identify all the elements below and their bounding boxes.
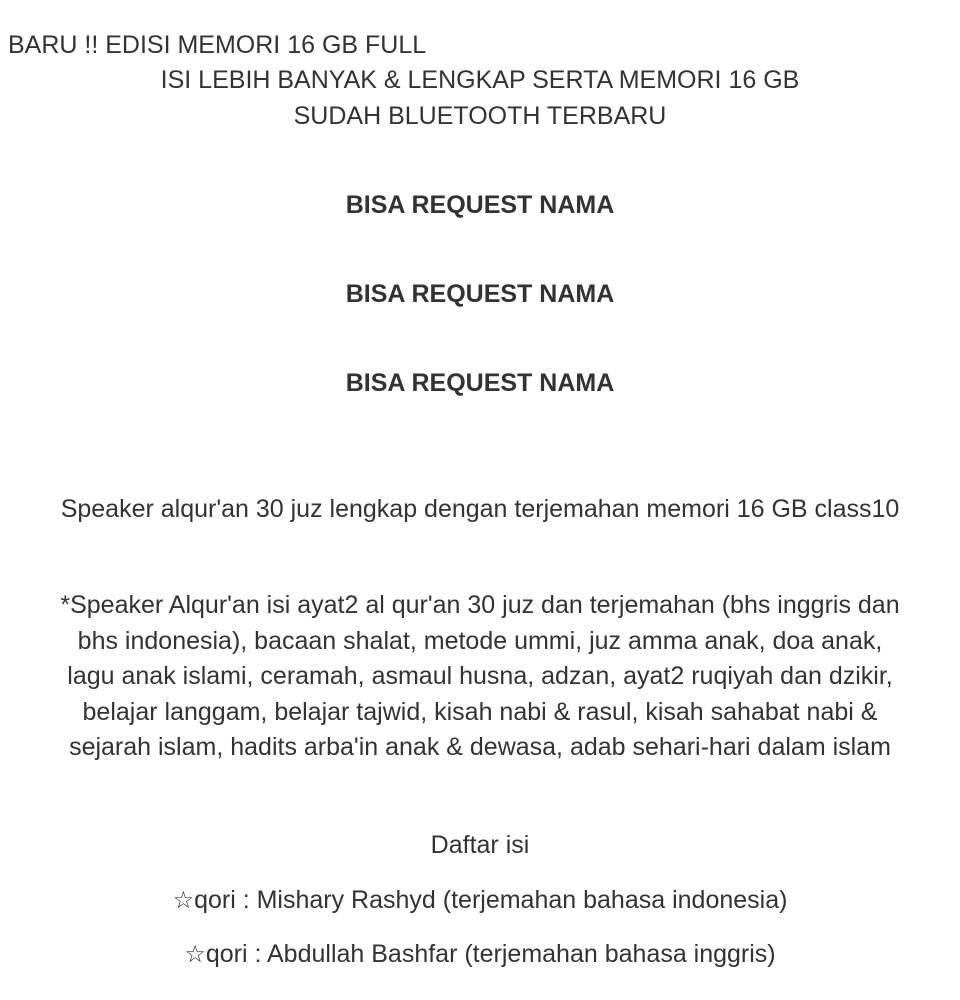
description-line: sejarah islam, hadits arba'in anak & dewasa, adab sehari-hari dalam islam — [69, 733, 891, 761]
header-line-features: ISI LEBIH BANYAK & LENGKAP SERTA MEMORI 16 GB — [160, 66, 800, 94]
star-icon: ☆ — [184, 940, 206, 968]
header-line-bluetooth: SUDAH BLUETOOTH TERBARU — [293, 102, 667, 130]
product-summary: Speaker alqur'an 30 juz lengkap dengan terjemahan memori 16 GB class10 — [60, 495, 900, 523]
description-line: belajar langgam, belajar tajwid, kisah nabi & rasul, kisah sahabat nabi & — [82, 697, 878, 726]
contents-item — [0, 882, 960, 918]
request-name-line: BISA REQUEST NAMA — [345, 191, 615, 219]
header-line-new-edition: BARU !! EDISI MEMORI 16 GB FULL — [8, 31, 427, 59]
contents-item-text: qori : Abdullah Bashfar (terjemahan bahasa inggris) — [205, 940, 776, 968]
contents-item — [0, 936, 960, 972]
contents-title: Daftar isi — [430, 831, 530, 859]
contents-item-text: qori : Mishary Rashyd (terjemahan bahasa indonesia) — [194, 886, 788, 914]
request-name-line: BISA REQUEST NAMA — [345, 280, 615, 308]
description-line: bhs indonesia), bacaan shalat, metode ummi, juz amma anak, doa anak, — [77, 626, 883, 655]
description-line: lagu anak islami, ceramah, asmaul husna, adzan, ayat2 ruqiyah dan dzikir, — [67, 662, 893, 690]
description-line: *Speaker Alqur'an isi ayat2 al qur'an 30 juz dan terjemahan (bhs inggris dan — [60, 591, 900, 619]
request-name-line: BISA REQUEST NAMA — [345, 369, 615, 397]
description-paragraph — [0, 588, 960, 766]
star-icon: ☆ — [172, 886, 195, 914]
